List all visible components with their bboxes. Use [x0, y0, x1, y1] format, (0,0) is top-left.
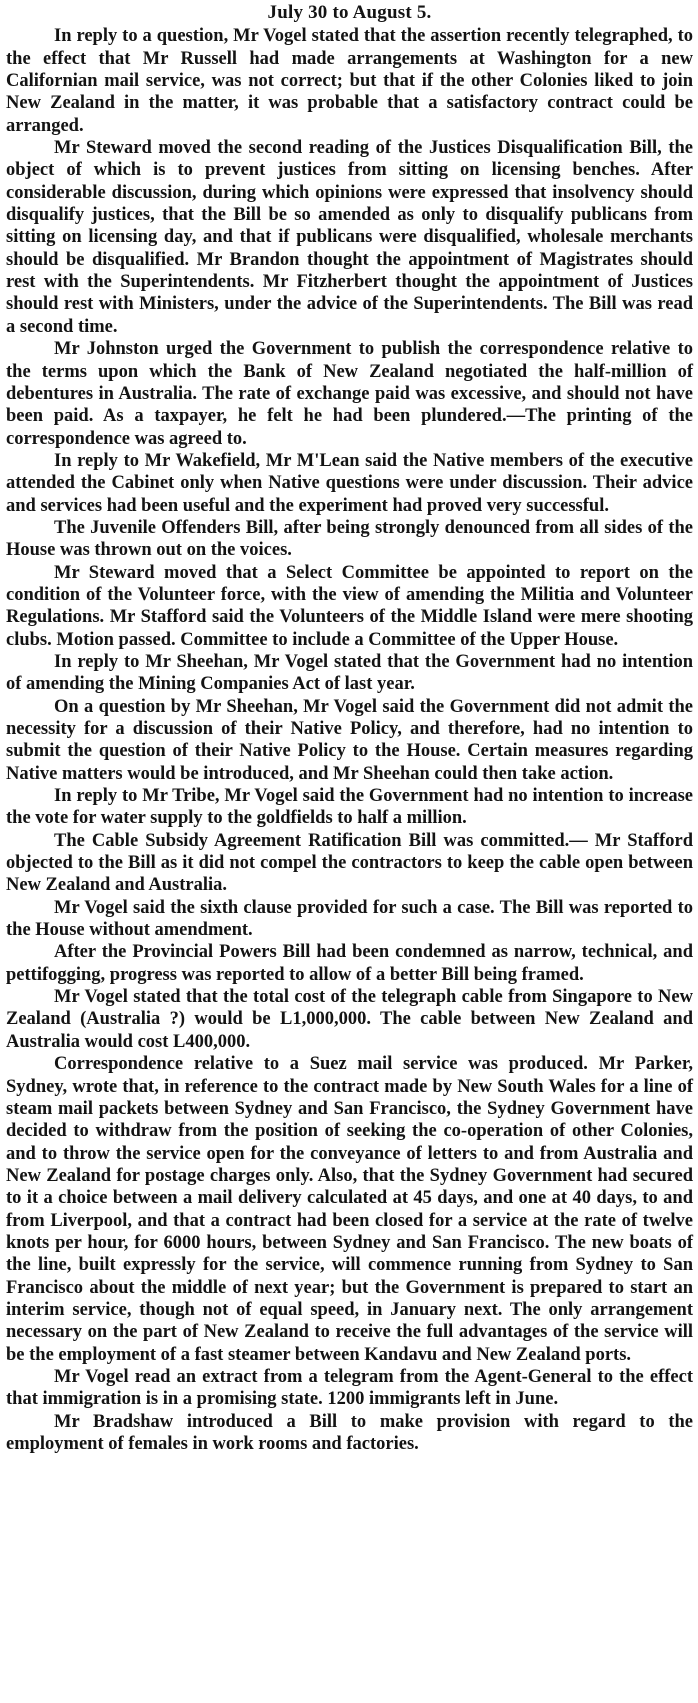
paragraph-volunteer-committee: Mr Steward moved that a Select Committee be appointed to report on the condition of the Volunteer force, with the view of amending the Militia and Volunteer Regulations. Mr Stafford said the Volunteers of the Middle Island were mere shooting clubs. Motion passed. Committee to include a Committee of the Upper House. [6, 562, 693, 650]
paragraph-provincial-powers-bill: After the Provincial Powers Bill had been condemned as narrow, technical, and pettifogging, progress was reported to allow of a better Bill being framed. [6, 942, 693, 985]
paragraph-immigration-telegram: Mr Vogel read an extract from a telegram from the Agent-General to the effect that immigration is in a promising state. 1200 immigrants left in June. [6, 1366, 693, 1410]
dateline-heading: July 30 to August 5. [267, 2, 432, 23]
paragraph-native-members: In reply to Mr Wakefield, Mr M'Lean said the Native members of the executive attended the Cabinet only when Native questions were under discussion. Their advice and services had been useful and the experiment had proved very successful. [6, 450, 693, 516]
paragraph-bank-correspondence: Mr Johnston urged the Government to publish the correspondence relative to the terms upon which the Bank of New Zealand negotiated the half-million of debentures in Australia. The rate of exchange paid was excessive, and should not have been paid. As a taxpayer, he felt he had been plundered.—The printing of the correspondence was agreed to. [6, 339, 693, 449]
paragraph-cable-subsidy-bill: The Cable Subsidy Agreement Ratification Bill was committed.— Mr Stafford objected to the Bill as it did not compel the contractors to keep the cable open between New Zealand and Australia. [6, 830, 693, 896]
paragraph-mining-companies-act: In reply to Mr Sheehan, Mr Vogel stated that the Government had no intention of amending the Mining Companies Act of last year. [6, 651, 693, 695]
paragraph-telegraph-cable-cost: Mr Vogel stated that the total cost of the telegraph cable from Singapore to New Zealand (Australia ?) would be L1,000,000. The cable between New Zealand and Australia would cost L400,000. [6, 987, 693, 1052]
paragraph-suez-mail-service: Correspondence relative to a Suez mail service was produced. Mr Parker, Sydney, wrote that, in reference to the contract made by New South Wales for a line of steam mail packets between Sydney and San Francisco, the Sydney Government have decided to withdraw from the position of seeking the co-operation of other Colonies, and to throw the service open for the conveyance of letters to and from Australia and New Zealand for postage charges only. Also, that the Sydney Government had secured to it a choice between a mail delivery calculated at 45 days, and one at 40 days, to and from Liverpool, and that a contract had been closed for a service at the rate of twelve knots per hour, for 6000 hours, between Sydney and San Francisco. The new boats of the line, built expressly for the service, will commence running from Sydney to San Francisco about the middle of next year; but the Government is prepared to start an interim service, though not of equal speed, in January next. The only arrangement necessary on the part of New Zealand to receive the full advantages of the service will be the employment of a fast steamer between Kandavu and New Zealand ports. [6, 1054, 693, 1365]
paragraph-juvenile-offenders-bill: The Juvenile Offenders Bill, after being strongly denounced from all sides of the House was thrown out on the voices. [6, 517, 693, 561]
paragraph-justices-disqualification-bill: Mr Steward moved the second reading of the Justices Disqualification Bill, the object of which is to prevent justices from sitting on licensing benches. After considerable discussion, during which opinions were expressed that insolvency should disqualify justices, that the Bill be so amended as only to disqualify publicans from sitting on licensing day, and that if publicans were disqualified, wholesale merchants should be disqualified. Mr Brandon thought the appointment of Magistrates should rest with the Superintendents. Mr Fitzherbert thought the appointment of Justices should rest with Ministers, under the advice of the Superintendents. The Bill was read a second time. [6, 138, 693, 337]
paragraph-californian-mail: In reply to a question, Mr Vogel stated that the assertion recently telegraphed, to the effect that Mr Russell had made arrangements at Washington for a new Californian mail service, was not correct; but that if the other Colonies liked to join New Zealand in the matter, it was probable that a satisfactory contract could be arranged. [6, 26, 693, 136]
paragraph-native-policy: On a question by Mr Sheehan, Mr Vogel said the Government did not admit the necessity for a discussion of their Native Policy, and therefore, had no intention to submit the question of their Native Policy to the House. Certain measures regarding Native matters would be introduced, and Mr Sheehan could then take action. [6, 696, 693, 784]
paragraph-sixth-clause: Mr Vogel said the sixth clause provided for such a case. The Bill was reported to the House without amendment. [6, 897, 693, 941]
paragraph-females-employment-bill: Mr Bradshaw introduced a Bill to make provision with regard to the employment of females in work rooms and factories. [6, 1411, 693, 1454]
paragraph-water-supply: In reply to Mr Tribe, Mr Vogel said the Government had no intention to increase the vote for water supply to the goldfields to half a million. [6, 786, 693, 829]
